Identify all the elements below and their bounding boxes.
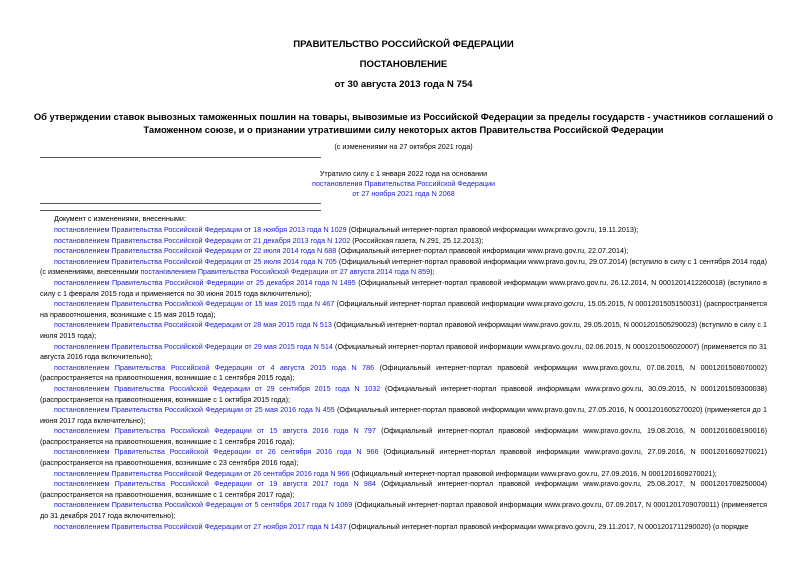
edition-note: (с изменениями на 27 октября 2021 года) <box>334 142 473 151</box>
divider-bottom <box>40 210 321 211</box>
list-item: постановлением Правительства Российской Федерации от 25 декабря 2014 года N 1495 (Официальный интернет-портал правовой информации www.pravo.gov.ru, 26.12.2014, N 0001201412260018) (вступило в силу с 1 февраля 2015 года и применяется по 30 июня 2015 года включительно); <box>40 277 767 298</box>
expired-notice <box>0 169 807 199</box>
list-item: постановлением Правительства Российской Федерации от 21 декабря 2013 года N 1202 (Российская газета, N 291, 25.12.2013); <box>54 235 484 245</box>
amendment-link[interactable]: постановлением Правительства Российской Федерации от 15 мая 2015 года N 467 <box>54 299 335 309</box>
amendment-link[interactable]: постановлением Правительства Российской Федерации от 26 сентября 2016 года N 966 <box>54 468 350 478</box>
list-item: постановлением Правительства Российской Федерации от 28 мая 2015 года N 513 (Официальный интернет-портал правовой информации www.pravo.gov.ru, 29.05.2015, N 0001201505290023) (вступило в силу с 1 июля 2015 года); <box>40 320 768 340</box>
list-item: постановлением Правительства Российской Федерации от 26 сентября 2016 года N 966 (Официальный интернет-портал правовой информации www.pravo.gov.ru, 27.09.2016, N 0001201609270021) (распространяется на правоотношения, возникшие с 23 сентября 2016 года); <box>40 447 767 468</box>
government-name: ПРАВИТЕЛЬСТВО РОССИЙСКОЙ ФЕДЕРАЦИИ <box>293 39 514 50</box>
amendment-link[interactable]: постановлением Правительства Российской Федерации от 29 сентября 2015 года N 1032 <box>54 383 381 393</box>
expired-link-date[interactable]: от 27 ноября 2021 года N 2068 <box>352 189 455 198</box>
amendment-link[interactable]: постановлением Правительства Российской Федерации от 4 августа 2015 года N 786 <box>54 362 375 372</box>
list-item: постановлением Правительства Российской Федерации от 15 августа 2016 года N 797 (Официальный интернет-портал правовой информации www.pravo.gov.ru, 19.08.2016, N 0001201608190016) (распространяется на правоотношения, возникшие с 1 сентября 2016 года); <box>40 426 767 446</box>
amendment-link[interactable]: постановлением Правительства Российской Федерации от 19 августа 2017 года N 984 <box>54 479 376 489</box>
list-item: постановлением Правительства Российской Федерации от 5 сентября 2017 года N 1069 (Официальный интернет-портал правовой информации www.pravo.gov.ru, 07.09.2017, N 0001201709070011) (применяется до 31 декабря 2017 года включительно); <box>40 500 767 521</box>
amendment-link[interactable]: постановлением Правительства Российской Федерации от 21 декабря 2013 года N 1202 <box>54 235 351 245</box>
amendment-link-nested[interactable]: постановлением Правительства Российской Федерации от 27 августа 2014 года N 859 <box>140 267 431 277</box>
list-item: постановлением Правительства Российской Федерации от 22 июля 2014 года N 688 (Официальный интернет-портал правовой информации www.pravo.gov.ru, 22.07.2014); <box>54 246 629 256</box>
amendment-link[interactable]: постановлением Правительства Российской Федерации от 25 июля 2014 года N 705 <box>54 256 337 266</box>
amendment-link[interactable]: постановлением Правительства Российской Федерации от 22 июля 2014 года N 688 <box>54 246 337 256</box>
amendment-link[interactable]: постановлением Правительства Российской Федерации от 25 мая 2016 года N 455 <box>54 405 335 415</box>
amendment-link[interactable]: постановлением Правительства Российской Федерации от 18 ноября 2013 года N 1029 <box>54 225 347 234</box>
amendment-link[interactable]: постановлением Правительства Российской Федерации от 26 сентября 2016 года N 966 <box>54 447 379 457</box>
list-item: постановлением Правительства Российской Федерации от 26 сентября 2016 года N 966 (Официальный интернет-портал правовой информации www.pravo.gov.ru, 27.09.2016, N 0001201609270021); <box>54 468 717 478</box>
amendment-link[interactable]: постановлением Правительства Российской Федерации от 15 августа 2016 года N 797 <box>54 426 376 436</box>
divider-middle <box>40 203 321 204</box>
list-item: постановлением Правительства Российской Федерации от 15 мая 2015 года N 467 (Официальный интернет-портал правовой информации www.pravo.gov.ru, 15.05.2015, N 0001201505150031) (распространяется на правоотношения, возникшие с 15 мая 2015 года); <box>40 299 767 319</box>
amendment-link[interactable]: постановлением Правительства Российской Федерации от 25 декабря 2014 года N 1495 <box>54 277 356 287</box>
expired-link-title[interactable]: постановления Правительства Российской Федерации <box>311 179 496 188</box>
list-item: постановлением Правительства Российской Федерации от 25 мая 2016 года N 455 (Официальный интернет-портал правовой информации www.pravo.gov.ru, 27.05.2016, N 0001201605270020) (применяется до 1 июня 2017 года включительно); <box>40 405 767 425</box>
list-item: постановлением Правительства Российской Федерации от 25 июля 2014 года N 705 (Официальный интернет-портал правовой информации www.pravo.gov.ru, 29.07.2014) (вступило в силу с 1 сентября 2014 года) (с изменениями, внесенными постановлением Правительства Российской Федерации от 27 августа 2014 года N 859); <box>40 256 767 277</box>
amendment-link[interactable]: постановлением Правительства Российской Федерации от 27 ноября 2017 года N 1437 <box>54 521 347 531</box>
amendment-link[interactable]: постановлением Правительства Российской Федерации от 5 сентября 2017 года N 1069 <box>54 500 353 510</box>
amendments-title: Документ с изменениями, внесенными: <box>54 214 186 223</box>
list-item: постановлением Правительства Российской Федерации от 19 августа 2017 года N 984 (Официальный интернет-портал правовой информации www.pravo.gov.ru, 25.08.2017, N 0001201708250004) (распространяется на правоотношения, возникшие с 1 сентября 2017 года); <box>40 479 767 499</box>
amendment-link[interactable]: постановлением Правительства Российской Федерации от 29 мая 2015 года N 514 <box>54 341 333 351</box>
list-item: постановлением Правительства Российской Федерации от 27 ноября 2017 года N 1437 (Официальный интернет-портал правовой информации www.pravo.gov.ru, 29.11.2017, N 0001201711290020) (о порядке <box>54 521 749 531</box>
expired-text: Утратило силу с 1 января 2022 года на основании <box>319 169 488 178</box>
list-item: постановлением Правительства Российской Федерации от 4 августа 2015 года N 786 (Официальный интернет-портал правовой информации www.pravo.gov.ru, 07.08.2015, N 0001201508070002) (распространяется на правоотношения, возникшие с 1 сентября 2015 года); <box>40 362 768 383</box>
list-item: постановлением Правительства Российской Федерации от 29 мая 2015 года N 514 (Официальный интернет-портал правовой информации www.pravo.gov.ru, 02.06.2015, N 0001201506020007) (применяется по 31 августа 2016 года включительно); <box>40 341 768 362</box>
list-item: постановлением Правительства Российской Федерации от 29 сентября 2015 года N 1032 (Официальный интернет-портал правовой информации www.pravo.gov.ru, 30.09.2015, N 0001201509300038) (распространяется на правоотношения, возникшие с 1 октября 2015 года); <box>40 383 767 404</box>
list-item: постановлением Правительства Российской Федерации от 18 ноября 2013 года N 1029 (Официальный интернет-портал правовой информации www.pravo.gov.ru, 19.11.2013); <box>54 225 639 234</box>
document-date-number: от 30 августа 2013 года N 754 <box>334 79 473 90</box>
amendments-list <box>40 225 767 532</box>
divider-top <box>40 157 321 158</box>
document-type: ПОСТАНОВЛЕНИЕ <box>359 59 448 70</box>
amendment-link[interactable]: постановлением Правительства Российской Федерации от 28 мая 2015 года N 513 <box>54 320 332 330</box>
document-subject: Об утверждении ставок вывозных таможенных пошлин на товары, вывозимые из Российской Федерации за пределы государств - участников соглашений о Таможенном союзе, и о признании утратившими силу некоторых актов Правительства Российской Федерации <box>33 111 774 135</box>
